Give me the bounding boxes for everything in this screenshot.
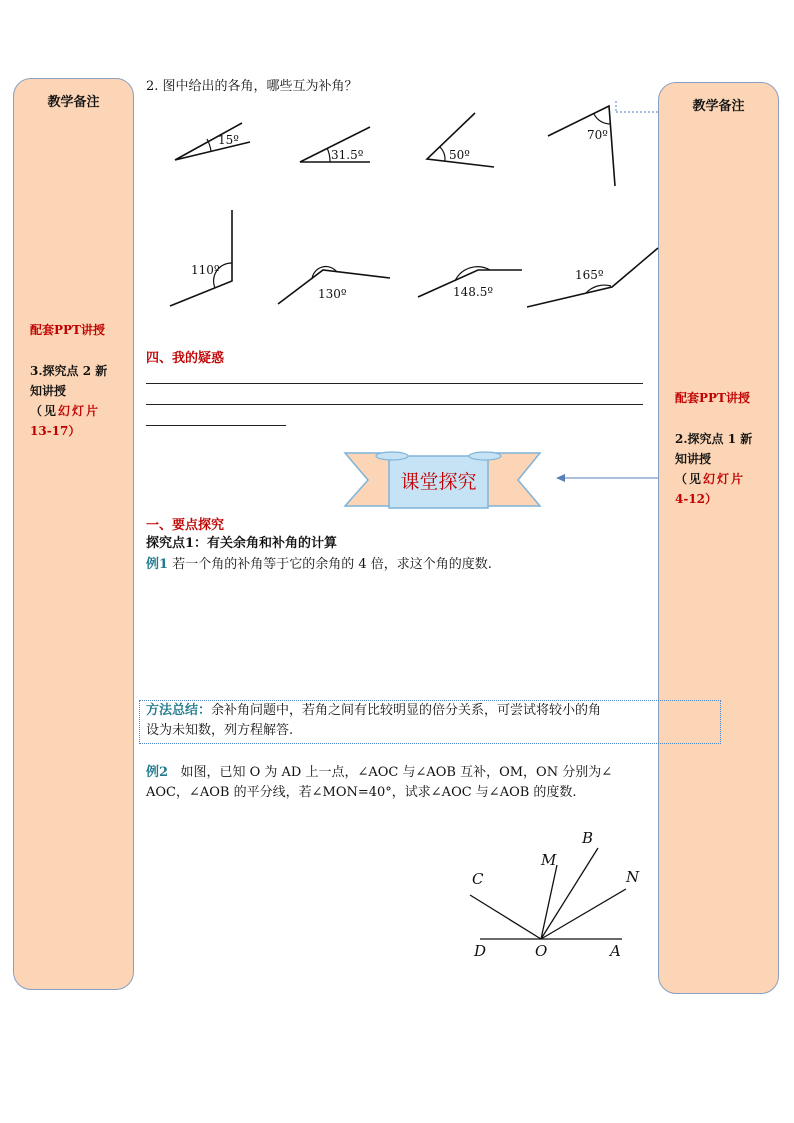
example-2-text-1: 如图，已知 O 为 AD 上一点，∠AOC 与∠AOB 互补，OM，ON 分别为∠ [180, 765, 613, 780]
left-notes-title: 教学备注 [47, 95, 100, 110]
point-1-title: 探究点1：有关余角和补角的计算 [146, 536, 338, 551]
left-slides-mid: 幻灯片 [58, 404, 101, 418]
angle-label-130: 130º [318, 287, 347, 301]
left-ppt-label: 配套PPT讲授 [30, 323, 105, 337]
angle-label-165: 165º [575, 268, 604, 282]
example-2-line-1 [146, 763, 646, 783]
ray-ON [541, 889, 626, 939]
section-4-title: 四、我的疑惑 [146, 351, 225, 366]
right-point-line1: 2.探究点 1 新 [675, 432, 753, 446]
example-1 [146, 555, 492, 575]
method-text-1: 余补角问题中，若角之间有比较明显的倍分关系，可尝试将较小的角 [211, 703, 602, 718]
angle-arc-31 [327, 148, 330, 162]
example-2-label: 例2 [146, 765, 169, 780]
angle-arc-130 [312, 267, 337, 279]
example-1-text: 若一个角的补角等于它的余角的 4 倍，求这个角的度数. [172, 557, 492, 572]
right-slides-prefix: （见 [675, 472, 704, 486]
angle-figure-70 [548, 106, 615, 186]
angle-label-50: 50º [449, 148, 470, 162]
angle-label-110: 110º [191, 263, 220, 277]
method-summary [146, 701, 716, 741]
right-point-line2: 知讲授 [675, 452, 712, 466]
angle-label-148: 148.5º [453, 285, 493, 299]
angle-arc-70 [594, 114, 611, 124]
right-slides-mid: 幻灯片 [703, 472, 746, 486]
answer-line-2 [146, 404, 643, 405]
left-slides-range: 13-17） [30, 424, 81, 438]
answer-line-1 [146, 383, 643, 384]
angle-label-70: 70º [587, 128, 608, 142]
right-slides-range: 4-12） [675, 492, 718, 506]
example-2-text-2: AOC，∠AOB 的平分线，若∠MON=40°，试求∠AOC 与∠AOB 的度数. [146, 785, 577, 800]
label-A: A [610, 942, 621, 960]
angle-figure-110 [170, 210, 232, 306]
question-2: 2. 图中给出的各角，哪些互为补角？ [146, 79, 358, 94]
label-D: D [474, 942, 487, 960]
ribbon-right-tail [486, 453, 540, 506]
angle-label-31: 31.5º [331, 148, 364, 162]
angle-arc-50 [440, 147, 445, 161]
answer-line-3 [146, 425, 286, 426]
right-ppt-label: 配套PPT讲授 [675, 391, 750, 405]
label-B: B [582, 829, 594, 847]
ray-OC [470, 895, 541, 939]
right-notes-title: 教学备注 [692, 99, 745, 114]
label-M: M [541, 851, 557, 869]
angle-label-15: 15º [218, 133, 239, 147]
label-O: O [535, 942, 548, 960]
label-N: N [626, 868, 640, 886]
label-C: C [472, 870, 484, 888]
method-text-2: 设为未知数，列方程解答. [146, 723, 294, 738]
banner-title: 课堂探究 [400, 471, 477, 493]
left-point-line1: 3.探究点 2 新 [30, 364, 108, 378]
method-label: 方法总结： [146, 703, 212, 718]
section-1-title: 一、要点探究 [146, 518, 225, 533]
ribbon-curl-right [469, 452, 501, 460]
example-1-label: 例1 [146, 557, 169, 572]
left-slides-prefix: （见 [30, 404, 59, 418]
example-2 [146, 763, 646, 803]
banner-arrow-head [556, 474, 565, 482]
ray-OM [541, 865, 557, 939]
method-line-1 [146, 701, 716, 721]
ribbon-curl-left [376, 452, 408, 460]
left-point-line2: 知讲授 [30, 384, 67, 398]
